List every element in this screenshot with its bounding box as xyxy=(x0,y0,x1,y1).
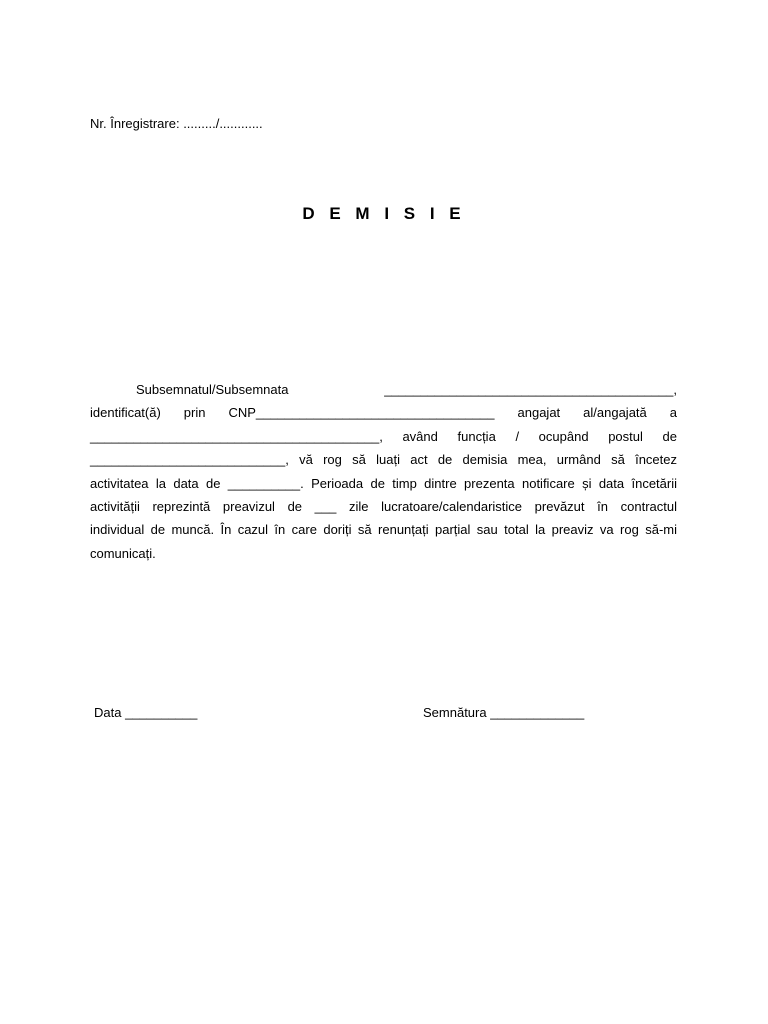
body-line: comunicați. xyxy=(90,545,156,561)
body-line: activitatea la data de __________. Perioada de timp dintre prezenta notificare și data încetării xyxy=(90,475,677,491)
body-line: Subsemnatul/Subsemnata ________________________________________, xyxy=(136,382,677,397)
registration-number: Nr. Înregistrare: ........./............ xyxy=(90,116,263,131)
signature-field: Semnătura _____________ xyxy=(423,705,585,720)
resignation-body xyxy=(90,378,677,565)
body-line: activității reprezintă preavizul de ___ zile lucratoare/calendaristice prevăzut în contractul xyxy=(90,498,677,514)
body-line: ___________________________, vă rog să luați act de demisia mea, urmând să încetez xyxy=(90,452,677,468)
body-line: identificat(ă) prin CNP_________________________________ angajat al/angajată a xyxy=(90,405,677,421)
body-line: ________________________________________, având funcția / ocupând postul de xyxy=(90,428,677,444)
document-title: D E M I S I E xyxy=(302,204,466,223)
date-field: Data __________ xyxy=(94,705,198,720)
body-line: individual de muncă. În cazul în care doriți să renunțați parțial sau total la preaviz va rog să-mi xyxy=(90,522,677,538)
